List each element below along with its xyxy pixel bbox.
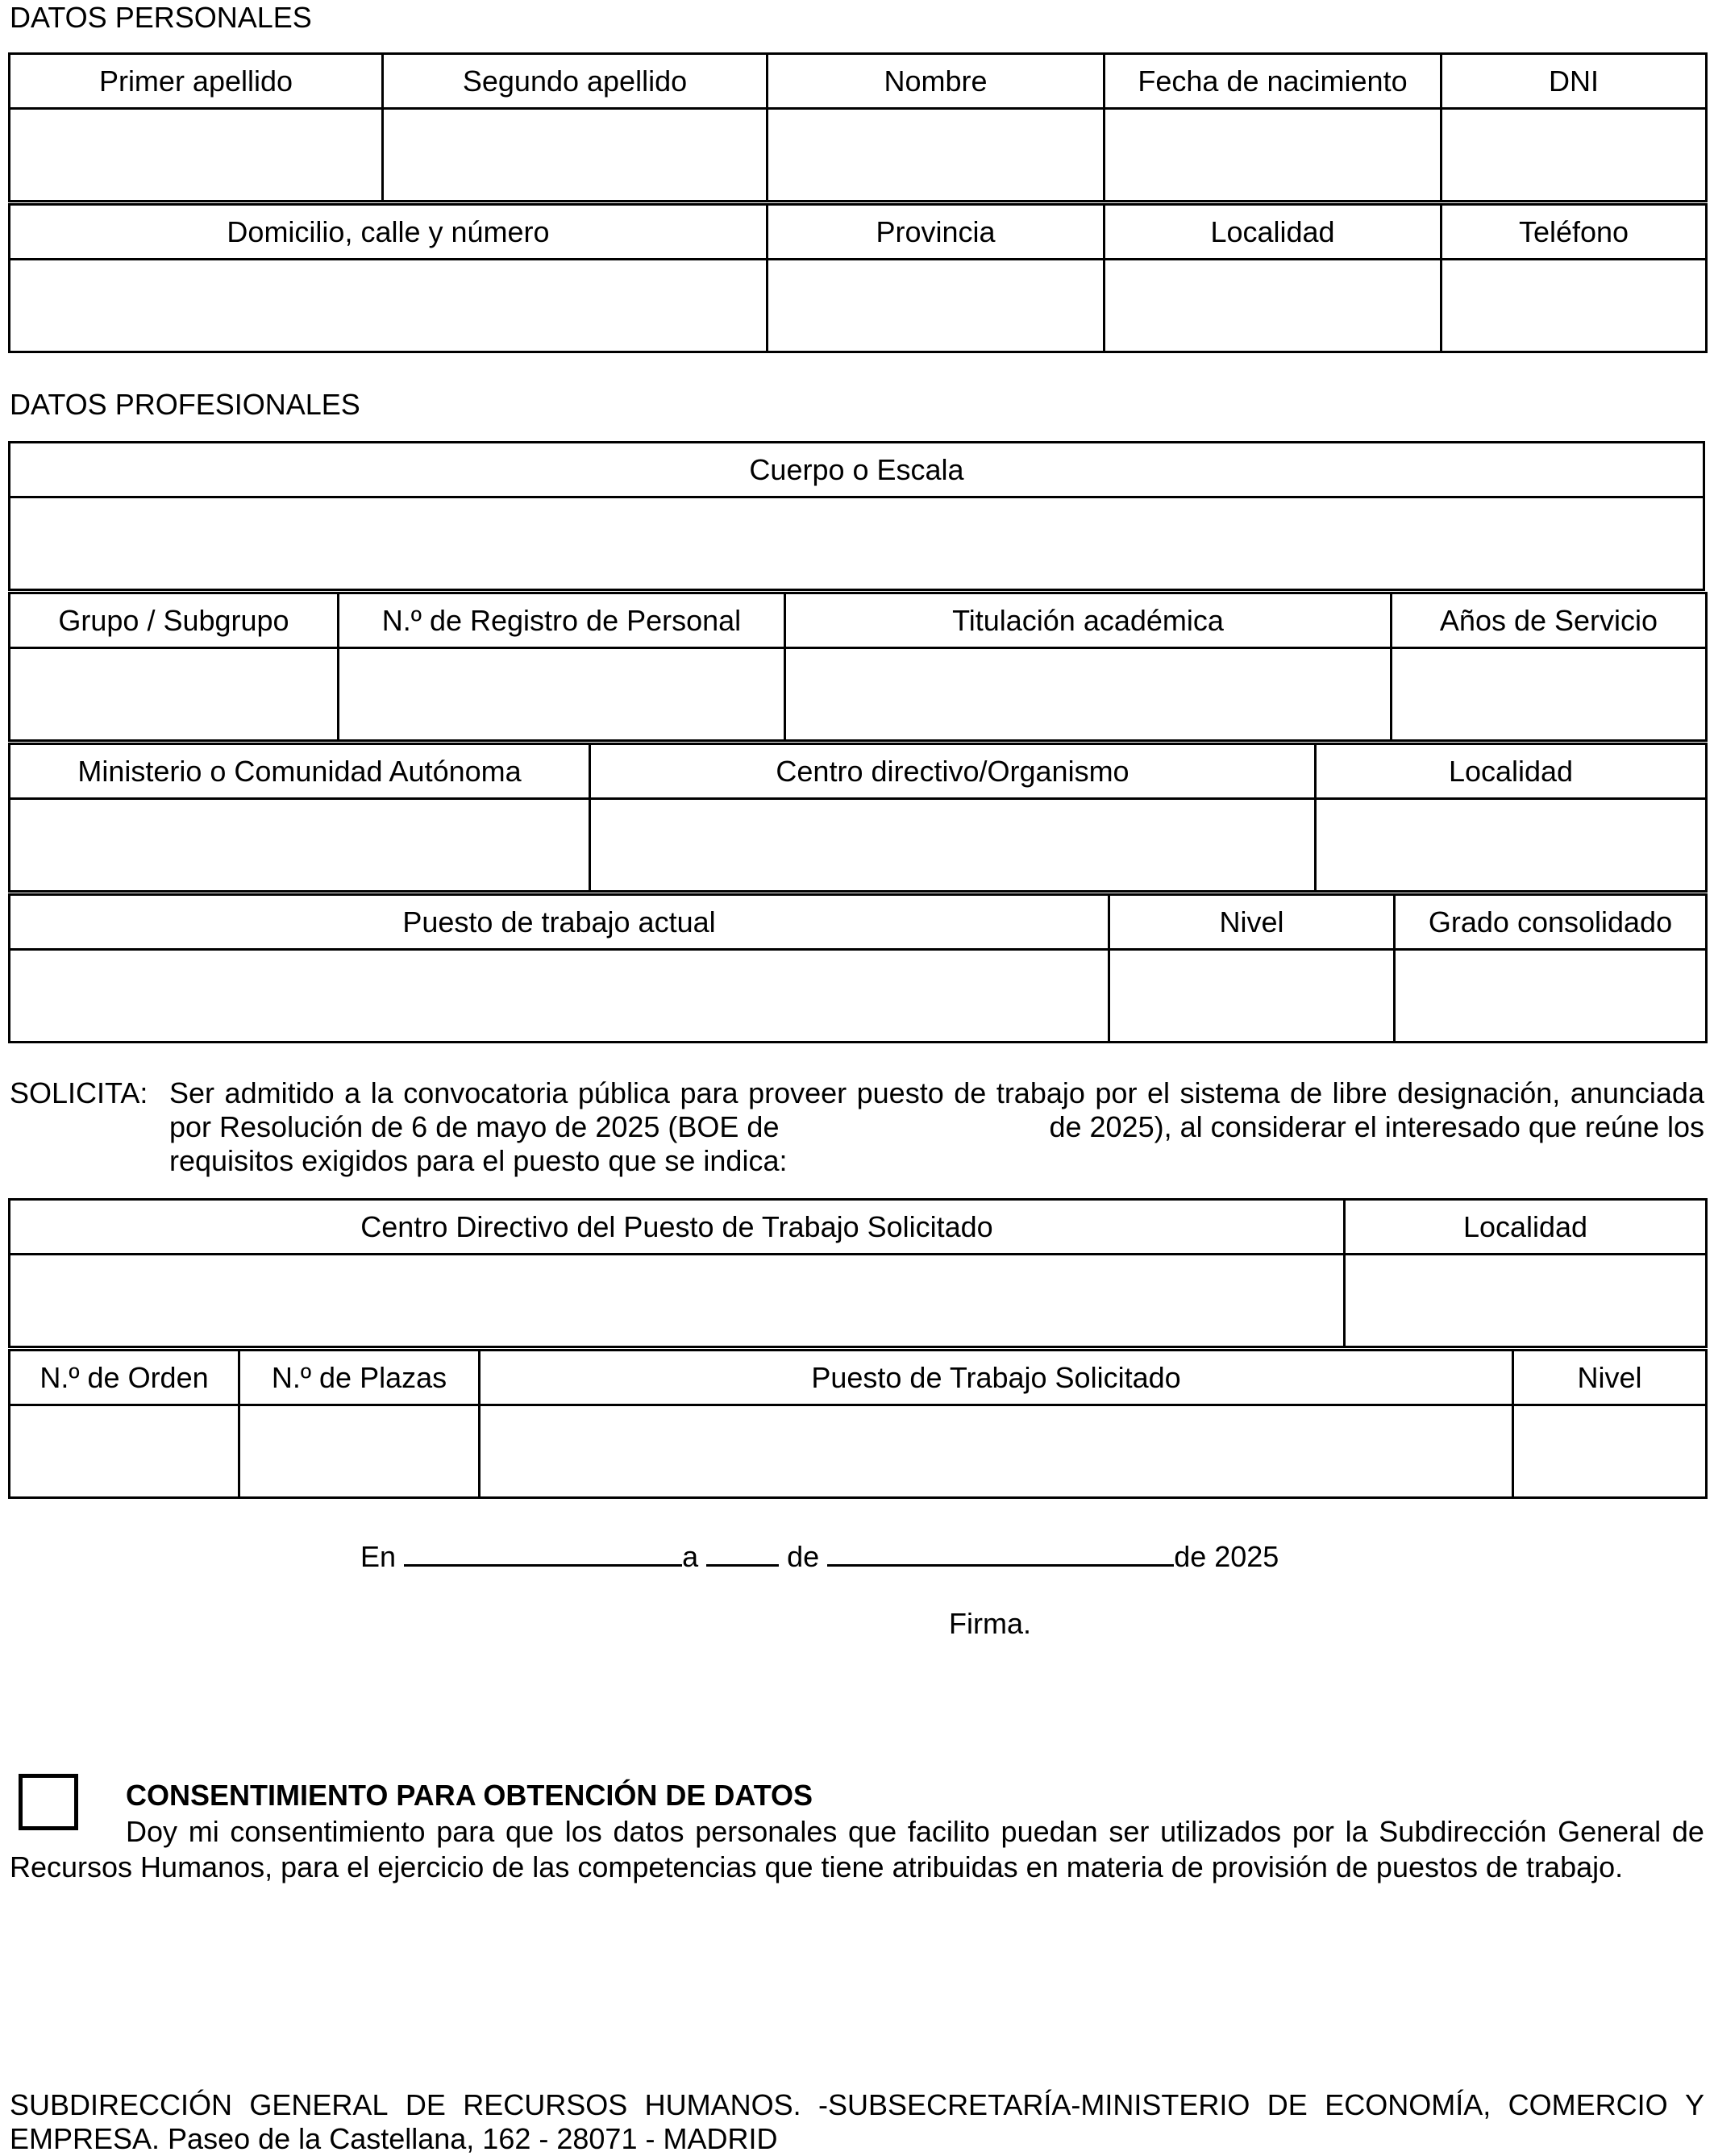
field-nivel-solicitado[interactable] <box>1513 1405 1707 1498</box>
header-titulacion: Titulación académica <box>785 593 1392 648</box>
word: ECONOMÍA, <box>1325 2088 1491 2121</box>
word: de <box>1290 1076 1323 1109</box>
date-line <box>360 1537 1279 1575</box>
word: -SUBSECRETARÍA-MINISTERIO <box>818 2088 1250 2121</box>
date-month-blank[interactable] <box>827 1537 1174 1567</box>
solicita-line-2-left: por Resolución de 6 de mayo de 2025 (BOE de <box>169 1110 780 1143</box>
professional-cuerpo-table <box>8 441 1705 591</box>
header-localidad: Localidad <box>1105 205 1442 260</box>
field-localidad[interactable] <box>1105 260 1442 352</box>
header-fecha-nacimiento: Fecha de nacimiento <box>1105 54 1442 109</box>
consent-title: CONSENTIMIENTO PARA OBTENCIÓN DE DATOS <box>126 1779 813 1812</box>
field-telefono[interactable] <box>1442 260 1707 352</box>
solicita-line-3: requisitos exigidos para el puesto que se indica: <box>169 1144 788 1177</box>
word: que <box>848 1815 897 1848</box>
word: puedan <box>1001 1815 1098 1848</box>
header-provincia: Provincia <box>768 205 1105 260</box>
word: por <box>1095 1076 1138 1109</box>
header-numero-plazas: N.º de Plazas <box>239 1351 480 1405</box>
professional-grupo-table <box>8 592 1708 742</box>
field-centro-solicitado[interactable] <box>10 1255 1345 1347</box>
header-localidad-profesional: Localidad <box>1316 744 1707 799</box>
date-day-blank[interactable] <box>706 1537 779 1567</box>
word: DE <box>1267 2088 1308 2121</box>
field-ministerio[interactable] <box>10 799 590 892</box>
header-nivel-solicitado: Nivel <box>1513 1351 1707 1405</box>
word: consentimiento <box>230 1815 426 1848</box>
field-puesto-actual[interactable] <box>10 950 1109 1043</box>
requested-centro-table <box>8 1198 1708 1348</box>
word: Ser <box>169 1076 215 1109</box>
word: convocatoria <box>403 1076 568 1109</box>
requested-puesto-table <box>8 1349 1708 1499</box>
field-grupo-subgrupo[interactable] <box>10 648 339 741</box>
word: General <box>1558 1815 1662 1848</box>
word: puesto <box>856 1076 944 1109</box>
word: datos <box>613 1815 684 1848</box>
footer-address <box>10 2088 1704 2156</box>
footer-line-1 <box>10 2088 1704 2122</box>
word: GENERAL <box>249 2088 389 2121</box>
word: utilizados <box>1160 1815 1282 1848</box>
solicita-line-2 <box>169 1110 1704 1144</box>
field-grado-consolidado[interactable] <box>1395 950 1707 1043</box>
field-nivel[interactable] <box>1109 950 1395 1043</box>
solicita-label: SOLICITA: <box>10 1076 148 1109</box>
date-en-label: En <box>360 1540 397 1573</box>
field-numero-plazas[interactable] <box>239 1405 480 1498</box>
header-ministerio: Ministerio o Comunidad Autónoma <box>10 744 590 799</box>
word: SUBDIRECCIÓN <box>10 2088 233 2121</box>
header-domicilio: Domicilio, calle y número <box>10 205 768 260</box>
footer-line-2: EMPRESA. Paseo de la Castellana, 162 - 28071 - MADRID <box>10 2122 778 2155</box>
field-numero-orden[interactable] <box>10 1405 239 1498</box>
section-title-personal: DATOS PERSONALES <box>10 1 312 34</box>
date-a-label: a <box>682 1540 699 1573</box>
firma-label: Firma. <box>949 1607 1031 1640</box>
word: mi <box>188 1815 219 1848</box>
field-dni[interactable] <box>1442 109 1707 202</box>
field-domicilio[interactable] <box>10 260 768 352</box>
header-dni: DNI <box>1442 54 1707 109</box>
word: trabajo <box>996 1076 1085 1109</box>
word: el <box>1146 1076 1170 1109</box>
field-registro-personal[interactable] <box>339 648 785 741</box>
professional-puesto-table <box>8 893 1708 1043</box>
personal-data-table-2 <box>8 203 1708 353</box>
word: Subdirección <box>1379 1815 1547 1848</box>
word: facilito <box>907 1815 990 1848</box>
field-localidad-profesional[interactable] <box>1316 799 1707 892</box>
field-centro-directivo[interactable] <box>590 799 1316 892</box>
header-segundo-apellido: Segundo apellido <box>383 54 768 109</box>
word: sistema <box>1179 1076 1280 1109</box>
word: a <box>344 1076 361 1109</box>
word: anunciada <box>1570 1076 1704 1109</box>
field-fecha-nacimiento[interactable] <box>1105 109 1442 202</box>
header-centro-directivo: Centro directivo/Organismo <box>590 744 1316 799</box>
consent-line-1 <box>10 1814 1704 1850</box>
consent-text <box>10 1814 1704 1885</box>
header-primer-apellido: Primer apellido <box>10 54 383 109</box>
word: pública <box>577 1076 670 1109</box>
word: RECURSOS <box>463 2088 628 2121</box>
header-anos-servicio: Años de Servicio <box>1392 593 1707 648</box>
header-grupo-subgrupo: Grupo / Subgrupo <box>10 593 339 648</box>
word: por <box>1292 1815 1334 1848</box>
date-year-label: de 2025 <box>1174 1540 1279 1573</box>
header-nivel: Nivel <box>1109 895 1395 950</box>
header-registro-personal: N.º de Registro de Personal <box>339 593 785 648</box>
header-centro-solicitado: Centro Directivo del Puesto de Trabajo Solicitado <box>10 1200 1345 1255</box>
word: Doy <box>126 1815 178 1848</box>
word: ser <box>1109 1815 1150 1848</box>
professional-ministerio-table <box>8 743 1708 893</box>
word: la <box>1345 1815 1368 1848</box>
field-cuerpo-escala[interactable] <box>10 497 1704 590</box>
header-localidad-solicitada: Localidad <box>1345 1200 1707 1255</box>
word: Y <box>1684 2088 1704 2121</box>
word: HUMANOS. <box>644 2088 801 2121</box>
field-segundo-apellido[interactable] <box>383 109 768 202</box>
field-provincia[interactable] <box>768 260 1105 352</box>
field-primer-apellido[interactable] <box>10 109 383 202</box>
field-titulacion[interactable] <box>785 648 1392 741</box>
header-cuerpo-escala: Cuerpo o Escala <box>10 443 1704 497</box>
date-place-blank[interactable] <box>404 1537 682 1567</box>
word: designación, <box>1397 1076 1561 1109</box>
solicita-line-1 <box>169 1076 1704 1110</box>
word: personales <box>695 1815 838 1848</box>
field-localidad-solicitada[interactable] <box>1345 1255 1707 1347</box>
word: de <box>954 1076 987 1109</box>
word: para <box>680 1076 738 1109</box>
field-puesto-solicitado[interactable] <box>480 1405 1513 1498</box>
consent-line-2: Recursos Humanos, para el ejercicio de las competencias que tiene atribuidas en materia de provisión de puestos de trabajo. <box>10 1850 1624 1883</box>
section-title-professional: DATOS PROFESIONALES <box>10 388 360 421</box>
field-anos-servicio[interactable] <box>1392 648 1707 741</box>
header-puesto-solicitado: Puesto de Trabajo Solicitado <box>480 1351 1513 1405</box>
date-de-label: de <box>787 1540 820 1573</box>
solicita-line-2-right: de 2025), al considerar el interesado que reúne los <box>1049 1110 1704 1143</box>
header-numero-orden: N.º de Orden <box>10 1351 239 1405</box>
word: libre <box>1332 1076 1387 1109</box>
word: proveer <box>748 1076 847 1109</box>
field-nombre[interactable] <box>768 109 1105 202</box>
header-telefono: Teléfono <box>1442 205 1707 260</box>
word: COMERCIO <box>1508 2088 1668 2121</box>
header-nombre: Nombre <box>768 54 1105 109</box>
personal-data-table-1 <box>8 52 1708 202</box>
word: admitido <box>224 1076 335 1109</box>
word: de <box>1671 1815 1704 1848</box>
word: los <box>564 1815 602 1848</box>
word: que <box>505 1815 555 1848</box>
word: para <box>436 1815 495 1848</box>
word: DE <box>405 2088 446 2121</box>
header-puesto-actual: Puesto de trabajo actual <box>10 895 1109 950</box>
header-grado-consolidado: Grado consolidado <box>1395 895 1707 950</box>
word: la <box>370 1076 393 1109</box>
